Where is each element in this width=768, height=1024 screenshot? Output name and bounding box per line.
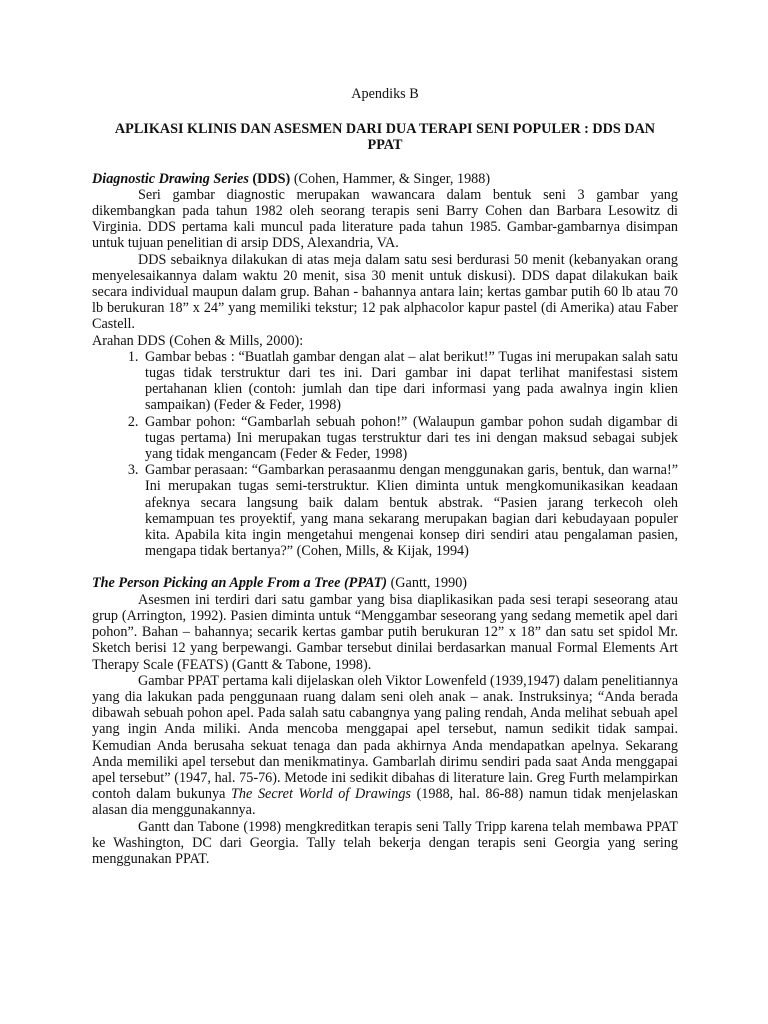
ppat-paragraph-1: Asesmen ini terdiri dari satu gambar yang bisa diaplikasikan pada sesi terapi seseorang atau grup (Arrington, 1992). Pasien diminta untuk “Menggambar seseorang yang sedang memetik apel dari pohon”. Bahan – bahannya; secarik kertas gambar putih berukuran 12” x 18” dan satu set spidol Mr. Sketch berisi 12 yang berpewangi. Gambar tersebut dinilai berdasarkan manual Formal Elements Art Therapy Scale (FEATS) (Gantt & Tabone, 1998). (92, 591, 678, 673)
dds-heading-abbr: (DDS) (248, 170, 291, 187)
ppat-paragraph-2-text-a: Gambar PPAT pertama kali dijelaskan oleh Viktor Lowenfeld (1939,1947) dalam penelitiannya yang dia lakukan pada penggunaan ruang dalam seni oleh anak – anak. Instruksinya; “Anda berada dibawah sebuah pohon apel. Pada salah satu cabangnya yang paling rendah, Anda melihat sebuah apel yang ingin Anda miliki. Anda mencoba menggapai apel tersebut, namun sedikit tidak sampai. Kemudian Anda berusaha sekuat tenaga dan pada akhirnya Anda mendapatkan apelnya. Sekarang Anda memiliki apel tersebut dan menikmatinya. Gambarlah dirimu sendiri pada saat Anda menggapai apel tersebut” (1947, hal. 75-76). Metode ini sedikit dibahas di literature lain. Greg Furth melampirkan contoh dalam bukunya (92, 672, 678, 803)
dds-heading-title: Diagnostic Drawing Series (92, 170, 249, 187)
list-item: 2. Gambar pohon: “Gambarlah sebuah pohon!” (Walaupun gambar pohon sudah digambar di tugas pertama) Ini merupakan tugas terstruktur dari tes ini dengan maksud sebagai subjek yang tidak mengancam (Feder & Feder, 1998) (142, 414, 678, 463)
section-spacer (92, 559, 678, 575)
dds-heading (92, 171, 678, 187)
dds-paragraph-1: Seri gambar diagnostic merupakan wawancara dalam bentuk seni 3 gambar yang dikembangkan pada tahun 1982 oleh seorang terapis seni Barry Cohen dan Barbara Lesowitz di Virginia. DDS pertama kali muncul pada literature pada tahun 1985. Gambar-gambarnya disimpan untuk tujuan penelitian di arsip DDS, Alexandria, VA. (92, 186, 678, 252)
dds-directions-label: Arahan DDS (Cohen & Mills, 2000): (92, 332, 304, 349)
dds-paragraph-2: DDS sebaiknya dilakukan di atas meja dalam satu sesi berdurasi 50 menit (kebanyakan orang menyelesaikannya dalam waktu 20 menit, sisa 30 menit untuk diskusi). DDS dapat dilakukan baik secara individual maupun dalam grup. Bahan - bahannya antara lain; kertas gambar putih 60 lb atau 70 lb berukuran 18” x 24” yang memiliki tekstur; 12 pak alphacolor kapur pastel (di Amerika) atau Faber Castell. (92, 251, 678, 333)
ppat-paragraph-2-text-b: (1988, hal. 86-88) namun tidak menjelaskan alasan dia menggunakannya. (92, 786, 678, 819)
ppat-paragraph-3: Gantt dan Tabone (1998) mengkreditkan terapis seni Tally Tripp karena telah membawa PPAT ke Washington, DC dari Georgia. Tally telah bekerja dengan terapis seni Georgia yang sering menggunakan PPAT. (92, 818, 678, 867)
document-title: APLIKASI KLINIS DAN ASESMEN DARI DUA TERAPI SENI POPULER : DDS DAN PPAT (114, 121, 656, 154)
list-item: 3. Gambar perasaan: “Gambarkan perasaanmu dengan menggunakan garis, bentuk, dan warna!” Ini merupakan tugas semi-terstruktur. Klien diminta untuk mengkomunikasikan keadaan afeknya secara langsung baik dalam bentuk abstrak. “Pasien jarang terkecoh oleh kemampuan tes proyektif, yang mana sekarang merupakan bagian dari kebudayaan populer kita. Apabila kita ingin mengetahui mengenai konsep diri sendiri atau pengalaman pasien, mengapa tidak bertanya?” (Cohen, Mills, & Kijak, 1994) (142, 462, 678, 559)
dds-directions-list (92, 349, 678, 560)
ppat-heading-citation: (Gantt, 1990) (387, 575, 468, 592)
ppat-heading-title: The Person Picking an Apple From a Tree (PPAT) (92, 575, 388, 592)
list-item: 1. Gambar bebas : “Buatlah gambar dengan alat – alat berikut!” Tugas ini merupakan salah satu tugas tidak terstruktur dari tes ini. Dari gambar ini dapat terlihat manifestasi sistem pertahanan klien (contoh: jumlah dan tipe dari informasi yang pada awalnya ingin klien sampaikan) (Feder & Feder, 1998) (142, 349, 678, 414)
ppat-paragraph-2 (92, 673, 678, 819)
ppat-heading (92, 575, 678, 591)
dds-heading-citation: (Cohen, Hammer, & Singer, 1988) (290, 170, 491, 187)
appendix-label: Apendiks B (351, 86, 419, 102)
book-title: The Secret World of Drawings (231, 786, 411, 803)
